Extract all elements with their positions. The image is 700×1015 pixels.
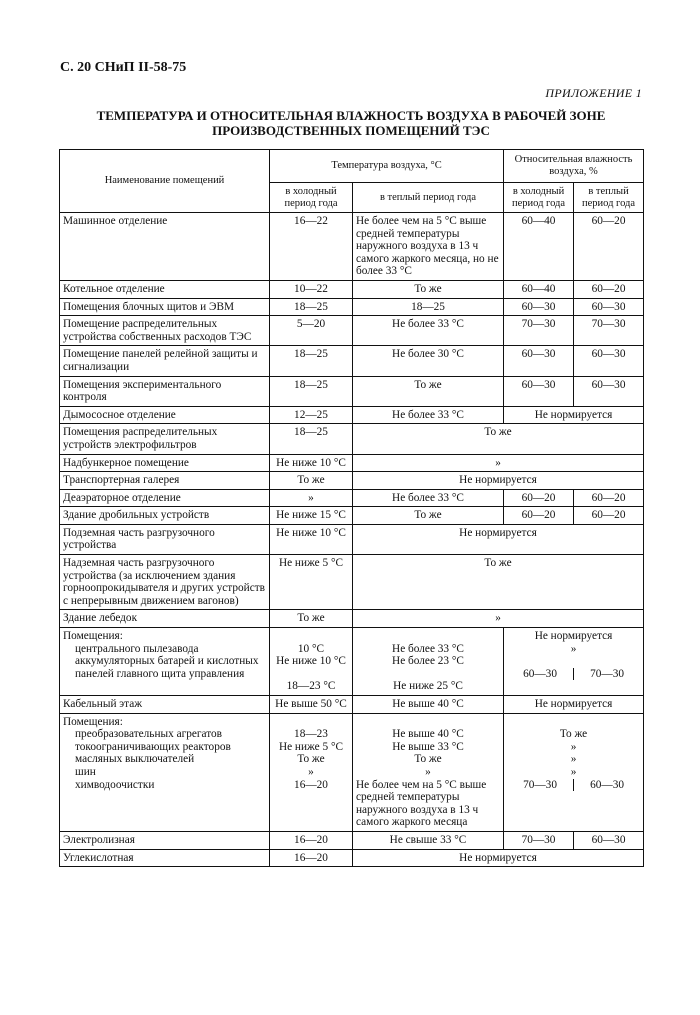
temp-cold: 18—25 [270, 424, 353, 454]
room-name [60, 713, 270, 831]
rest-span: Не нормируется [353, 472, 644, 490]
table-row [60, 280, 644, 298]
room-subitem: химводоочистки [75, 778, 155, 791]
temp-cold: 12—25 [270, 406, 353, 424]
room-name: Здание дробильных устройств [60, 507, 270, 525]
room-name: Котельное отделение [60, 280, 270, 298]
temp-warm-value: Не ниже 25 °С [393, 680, 463, 693]
temp-warm: То же [353, 376, 504, 406]
table-row [60, 507, 644, 525]
hum-cold: 60—20 [504, 507, 574, 525]
hum-warm: 70—30 [574, 316, 644, 346]
temp-cold: Не ниже 15 °С [270, 507, 353, 525]
hum-cold: 60—40 [504, 213, 574, 281]
hum-warm: 60—30 [574, 831, 644, 849]
temp-warm-value: » [425, 765, 431, 778]
table-row [60, 454, 644, 472]
room-name: Дымососное отделение [60, 406, 270, 424]
room-subitem: шин [75, 765, 96, 778]
col-header-cold-h: в холодный период года [504, 183, 574, 213]
temp-cold: 5—20 [270, 316, 353, 346]
table-row [60, 376, 644, 406]
temp-cold: 18—25 [270, 298, 353, 316]
room-name: Помещения экспериментального контроля [60, 376, 270, 406]
room-name: Помещение панелей релейной защиты и сигнализации [60, 346, 270, 376]
rest-span: Не нормируется [353, 849, 644, 867]
room-group-label: Помещения: [63, 715, 123, 728]
temp-cold: Не ниже 5 °С [270, 555, 353, 610]
table-row [60, 849, 644, 867]
temp-warm: Не выше 40 °С [353, 696, 504, 714]
hum-group [504, 628, 644, 696]
table-row [60, 213, 644, 281]
temp-cold-value: 18—23 °С [286, 680, 336, 693]
temp-warm [353, 213, 504, 281]
hum-cold: 60—30 [504, 346, 574, 376]
title-line-2: ПРОИЗВОДСТВЕННЫХ ПОМЕЩЕНИЙ ТЭС [212, 123, 490, 138]
temp-warm: Не свыше 33 °С [353, 831, 504, 849]
col-header-temp: Температура воздуха, °С [270, 150, 504, 183]
temp-cold-value: То же [297, 753, 325, 766]
table-row [60, 696, 644, 714]
hum-cold: 60—40 [504, 280, 574, 298]
table-row [60, 346, 644, 376]
temp-cold [270, 713, 353, 831]
temp-cold: Не ниже 10 °С [270, 454, 353, 472]
room-group-label: Помещения: [63, 630, 123, 643]
page-header: С. 20 СНиП II-58-75 [60, 60, 187, 75]
hum-warm: 60—30 [574, 376, 644, 406]
hum-value: » [570, 642, 577, 655]
hum-split [507, 668, 640, 681]
hum-warm: 60—30 [574, 346, 644, 376]
data-table [59, 149, 644, 867]
table-row [60, 472, 644, 490]
hum-warm: 60—20 [574, 507, 644, 525]
col-header-cold: в холодный период года [270, 183, 353, 213]
room-subitem: преобразовательных агрегатов [75, 728, 223, 741]
col-header-warm: в теплый период года [353, 183, 504, 213]
rest-span: » [353, 610, 644, 628]
hum-value: 70—30 [590, 667, 624, 680]
hum-value: » [570, 753, 577, 766]
table-row [60, 610, 644, 628]
rest-span: » [353, 454, 644, 472]
temp-warm: Не более 30 °С [353, 346, 504, 376]
temp-warm-value: Не более чем на 5 °С выше средней температуры наружного воздуха в 13 ч самого жаркого месяца [356, 778, 487, 829]
col-header-humidity: Относительная влажность воздуха, % [504, 150, 644, 183]
hum-warm: 60—20 [574, 213, 644, 281]
hum-span: Не нормируется [504, 406, 644, 424]
room-name: Машинное отделение [60, 213, 270, 281]
temp-cold: То же [270, 610, 353, 628]
hum-cold: 60—30 [504, 298, 574, 316]
hum-value: » [570, 740, 577, 753]
table-row [60, 406, 644, 424]
temp-warm: Не более 33 °С [353, 489, 504, 507]
room-subitem: аккумуляторных батарей и кислотных [75, 655, 259, 668]
col-header-name: Наименование помещений [60, 150, 270, 213]
table-row [60, 316, 644, 346]
room-name: Кабельный этаж [60, 696, 270, 714]
table-row [60, 298, 644, 316]
temp-warm: Не более 33 °С [353, 406, 504, 424]
room-name: Здание лебедок [60, 610, 270, 628]
temp-warm: То же [353, 507, 504, 525]
hum-span: Не нормируется [504, 696, 644, 714]
temp-cold-value: 10 °С [297, 642, 325, 655]
table-row [60, 831, 644, 849]
table-title [60, 108, 642, 138]
temp-cold-value: 16—20 [294, 778, 328, 791]
room-name: Помещение распределительных устройства собственных расходов ТЭС [60, 316, 270, 346]
temp-cold: 16—20 [270, 831, 353, 849]
col-header-warm-h: в теплый период года [574, 183, 644, 213]
room-name: Углекислотная [60, 849, 270, 867]
hum-value: 60—30 [507, 668, 574, 681]
temp-cold-value: 18—23 [294, 728, 328, 741]
hum-value: 70—30 [507, 779, 574, 792]
temp-warm: Не более 33 °С [353, 316, 504, 346]
temp-cold-value: Не ниже 10 °С [276, 655, 346, 668]
room-subitem: центрального пылезавода [75, 642, 199, 655]
table-row [60, 489, 644, 507]
temp-cold-value: » [308, 765, 314, 778]
hum-split [507, 779, 640, 792]
room-name: Надбункерное помещение [60, 454, 270, 472]
temp-cold: То же [270, 472, 353, 490]
temp-warm-value: Не более 23 °С [392, 655, 464, 668]
room-name: Транспортерная галерея [60, 472, 270, 490]
table-row [60, 713, 644, 831]
temp-cold [270, 628, 353, 696]
temp-cold: » [270, 489, 353, 507]
hum-warm: 60—30 [574, 298, 644, 316]
temp-warm-value: Не более 33 °С [392, 642, 464, 655]
rest-span: Не нормируется [353, 524, 644, 554]
room-name [60, 628, 270, 696]
title-line-1: ТЕМПЕРАТУРА И ОТНОСИТЕЛЬНАЯ ВЛАЖНОСТЬ ВОЗДУХА В РАБОЧЕЙ ЗОНЕ [96, 108, 606, 123]
room-name: Электролизная [60, 831, 270, 849]
temp-cold: 16—22 [270, 213, 353, 281]
room-name: Надземная часть разгрузочного устройства (за исключением здания горноопрокидывателя и других устройств с непрерывным движением вагонов) [60, 555, 270, 610]
temp-warm [353, 628, 504, 696]
hum-value: » [570, 765, 577, 778]
rest-span: То же [353, 555, 644, 610]
hum-cold: 60—20 [504, 489, 574, 507]
hum-cold: 70—30 [504, 316, 574, 346]
rest-span: То же [353, 424, 644, 454]
temp-cold: 16—20 [270, 849, 353, 867]
temp-warm-value: То же [414, 753, 442, 766]
table-row [60, 424, 644, 454]
hum-value: Не нормируется [534, 630, 613, 643]
temp-warm-value: Не выше 40 °С [392, 728, 464, 741]
hum-group [504, 713, 644, 831]
temp-warm-text: Не более чем на 5 °С выше средней температуры наружного воздуха в 13 ч самого жаркого месяца, но не более 33 °С [356, 215, 499, 278]
temp-warm: 18—25 [353, 298, 504, 316]
table-row [60, 628, 644, 696]
temp-cold: 18—25 [270, 376, 353, 406]
room-subitem: масляных выключателей [75, 753, 195, 766]
appendix-label: ПРИЛОЖЕНИЕ 1 [545, 86, 642, 100]
room-subitem: токоограничивающих реакторов [75, 740, 231, 753]
room-name: Деаэраторное отделение [60, 489, 270, 507]
temp-cold-value: Не ниже 5 °С [278, 740, 344, 753]
temp-warm: То же [353, 280, 504, 298]
room-name: Помещения распределительных устройств электрофильтров [60, 424, 270, 454]
hum-cold: 70—30 [504, 831, 574, 849]
temp-cold: Не ниже 10 °С [270, 524, 353, 554]
hum-cold: 60—30 [504, 376, 574, 406]
hum-warm: 60—20 [574, 489, 644, 507]
table-row [60, 524, 644, 554]
hum-warm: 60—20 [574, 280, 644, 298]
room-name: Помещения блочных щитов и ЭВМ [60, 298, 270, 316]
temp-warm [353, 713, 504, 831]
temp-cold: 18—25 [270, 346, 353, 376]
temp-cold: 10—22 [270, 280, 353, 298]
room-name: Подземная часть разгрузочного устройства [60, 524, 270, 554]
hum-value: То же [559, 728, 588, 741]
table-row [60, 555, 644, 610]
hum-value: 60—30 [590, 778, 624, 791]
room-subitem: панелей главного щита управления [75, 667, 245, 680]
temp-cold: Не выше 50 °С [270, 696, 353, 714]
temp-warm-value: Не выше 33 °С [392, 740, 464, 753]
